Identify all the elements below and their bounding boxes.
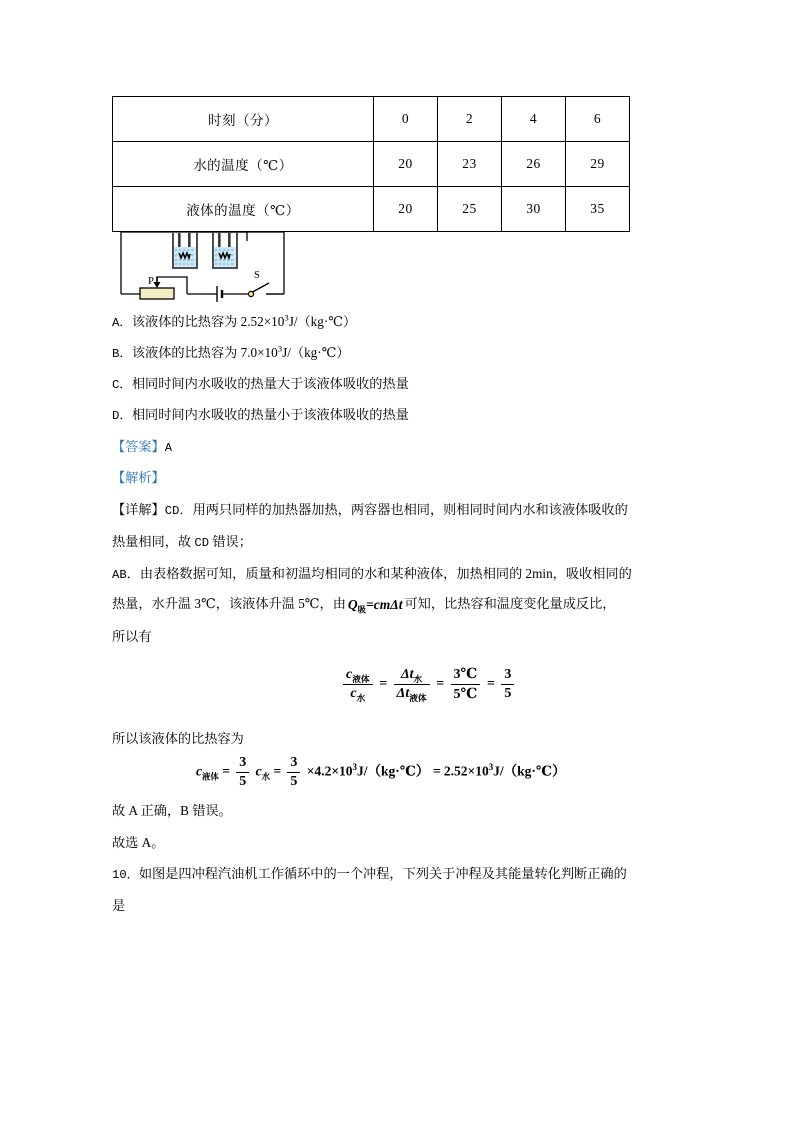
- dt-liquid-delta: Δ: [396, 686, 406, 701]
- value-4point2: 4.2: [314, 763, 332, 779]
- q-symbol: Q: [347, 596, 358, 612]
- detail-line1-mono: CD: [164, 504, 180, 518]
- option-d-text: 相同时间内水吸收的热量小于该液体吸收的热量: [131, 407, 409, 422]
- times-3: ×: [467, 763, 476, 779]
- row-label-water-temp: 水的温度（℃）: [113, 142, 374, 187]
- c-liquid-symbol: c: [346, 667, 353, 682]
- detail-line-2: [112, 534, 252, 551]
- detail-line3-text: ．由表格数据可知，质量和初温均相同的水和某种液体，加热相同的 2min，吸收相同的: [126, 566, 632, 581]
- frac-temp-values: [451, 666, 481, 703]
- rheostat-body: [140, 288, 174, 299]
- inline-formula-q-absorbed: [346, 597, 405, 613]
- row-label-liquid-temp: 液体的温度（℃）: [113, 187, 374, 232]
- ten-exp-2: 3: [488, 762, 494, 773]
- frac1-den: 5: [239, 774, 247, 789]
- table-row: [113, 187, 630, 232]
- q-delta: Δ: [390, 596, 399, 612]
- detail-line7-text: 故 A 正确，B 错误。: [112, 803, 232, 818]
- detail-line4-post: 可知，比热容和温度变化量成反比，: [404, 596, 616, 611]
- q-t: t: [398, 596, 403, 612]
- c2-liquid-symbol: c: [196, 763, 202, 779]
- option-a: [112, 314, 356, 331]
- dt-water-t: t: [409, 667, 414, 682]
- option-d-letter: D．: [112, 409, 132, 423]
- eq-3: =: [486, 676, 495, 692]
- answer-value: A: [164, 441, 173, 455]
- frac-c-num: [343, 667, 373, 685]
- ten-base-1: 10: [339, 763, 353, 779]
- detail-line2-pre: 热量相同，故: [112, 534, 195, 549]
- cell-liquid-0: 20: [374, 187, 438, 232]
- detail-tag: 【详解】: [112, 502, 165, 517]
- cell-liquid-2: 30: [502, 187, 566, 232]
- cell-water-2: 26: [502, 142, 566, 187]
- detail-line-3: [112, 566, 632, 583]
- switch-label: S: [254, 270, 260, 281]
- eq2-1: =: [222, 763, 230, 779]
- dt-water-delta: Δ: [400, 667, 410, 682]
- rheostat-label: P: [148, 276, 154, 287]
- option-c: [112, 376, 409, 393]
- frac-result-den: 5: [504, 686, 512, 701]
- next-question-line-1: [112, 866, 627, 883]
- beaker-right: [213, 233, 237, 268]
- option-a-exponent: 3: [284, 312, 289, 323]
- frac-result-num: 3: [501, 667, 514, 685]
- eq-2: =: [436, 676, 445, 692]
- unit-2: J/（kg·℃）: [493, 763, 566, 779]
- frac-three-fifths-2: [287, 755, 300, 790]
- frac-result: [501, 667, 514, 702]
- cell-water-3: 29: [566, 142, 630, 187]
- cell-time-3: 6: [566, 97, 630, 142]
- analysis-line: [112, 470, 165, 486]
- question-text-line1: 如图是四冲程汽油机工作循环中的一个冲程，下列关于冲程及其能量转化判断正确的: [138, 866, 627, 881]
- c2-liquid-sub: 液体: [202, 772, 219, 782]
- cell-liquid-3: 35: [566, 187, 630, 232]
- option-c-text: 相同时间内水吸收的热量大于该液体吸收的热量: [131, 376, 409, 391]
- frac-c-ratio: [343, 667, 373, 702]
- detail-line-6: [112, 731, 244, 747]
- table-row: [113, 142, 630, 187]
- option-b-letter: B．: [112, 347, 132, 361]
- option-c-letter: C．: [112, 378, 132, 392]
- detail-line2-mono: CD: [194, 536, 210, 550]
- detail-line-5: [112, 629, 152, 645]
- option-a-text-pre: 该液体的比热容为 2.52×10: [131, 314, 285, 329]
- detail-line5-text: 所以有: [112, 629, 152, 644]
- cell-time-2: 4: [502, 97, 566, 142]
- frac-temp-num: 3℃: [451, 666, 481, 685]
- frac-dt-ratio: [394, 667, 430, 702]
- unit-1: J/（kg·℃）: [357, 763, 430, 779]
- row-label-time: 时刻（分）: [113, 97, 374, 142]
- c-liquid-sub: 液体: [352, 673, 370, 684]
- display-formula-specific-heat: [196, 755, 566, 790]
- detail-line3-mono: AB: [112, 568, 127, 582]
- rheostat-slider-arrow: [154, 277, 161, 288]
- question-number: 10．: [112, 868, 139, 882]
- frac-dt-num: [394, 667, 430, 685]
- detail-line8-text: 故选 A。: [112, 835, 165, 850]
- c2-water-symbol: c: [255, 763, 262, 779]
- frac2-num: 3: [287, 755, 300, 773]
- q-subscript: 吸: [357, 605, 367, 615]
- analysis-tag: 【解析】: [112, 470, 165, 485]
- option-d: [112, 407, 409, 424]
- q-equals: =: [366, 596, 374, 612]
- c-water-symbol: c: [350, 686, 357, 701]
- detail-line6-text: 所以该液体的比热容为: [112, 731, 244, 746]
- frac-three-fifths-1: [236, 755, 249, 790]
- ten-exp-1: 3: [352, 762, 357, 773]
- option-b: [112, 345, 350, 362]
- detail-line4-pre: 热量，水升温 3℃，该液体升温 5℃，由: [112, 596, 346, 611]
- switch-symbol: [248, 270, 284, 297]
- option-b-text-pre: 该液体的比热容为 7.0×10: [131, 345, 278, 360]
- c2-water-sub: 水: [261, 772, 270, 782]
- option-b-exponent: 3: [277, 343, 283, 354]
- frac-temp-den: 5℃: [453, 687, 478, 702]
- cell-liquid-1: 25: [438, 187, 502, 232]
- times-1: ×: [306, 763, 315, 779]
- frac2-den: 5: [290, 774, 298, 789]
- eq2-2: =: [273, 763, 282, 779]
- detail-line-1: [112, 502, 628, 519]
- answer-tag: 【答案】: [112, 439, 165, 454]
- option-a-letter: A．: [112, 316, 132, 330]
- value-2point52: 2.52: [443, 763, 468, 779]
- eq2-3: =: [432, 763, 441, 779]
- ten-base-2: 10: [475, 763, 489, 779]
- detail-line1-text: ．用两只同样的加热器加热，两容器也相同，则相同时间内水和该液体吸收的: [179, 502, 628, 517]
- battery-symbol: [205, 286, 249, 302]
- frac-c-den: [343, 685, 373, 702]
- detail-line-8: [112, 835, 164, 851]
- frac-dt-den: [394, 685, 430, 702]
- temperature-data-table: [112, 96, 615, 232]
- eq-1: =: [379, 676, 388, 692]
- option-a-text-post: J/（kg·℃）: [288, 314, 357, 329]
- cell-time-1: 2: [438, 97, 502, 142]
- display-formula-ratio: [340, 666, 517, 703]
- times-2: ×: [331, 763, 340, 779]
- dt-liquid-sub: 液体: [409, 692, 427, 703]
- cell-time-0: 0: [374, 97, 438, 142]
- detail-line-7: [112, 803, 232, 819]
- cell-water-0: 20: [374, 142, 438, 187]
- frac1-num: 3: [236, 755, 249, 773]
- cell-water-1: 23: [438, 142, 502, 187]
- beaker-left: [173, 233, 197, 268]
- q-rhs-cm: cm: [373, 596, 391, 612]
- next-question-line-2: [112, 898, 125, 914]
- dt-liquid-t: t: [405, 686, 410, 701]
- c-water-sub: 水: [356, 692, 366, 703]
- dt-water-sub: 水: [413, 673, 423, 684]
- answer-line: [112, 439, 172, 456]
- detail-line2-post: 错误；: [209, 534, 252, 549]
- circuit-diagram-figure: [112, 228, 312, 310]
- table-row: [113, 97, 630, 142]
- option-b-text-post: J/（kg·℃）: [282, 345, 350, 360]
- question-text-line2: 是: [112, 898, 126, 913]
- detail-line-4: [112, 596, 615, 613]
